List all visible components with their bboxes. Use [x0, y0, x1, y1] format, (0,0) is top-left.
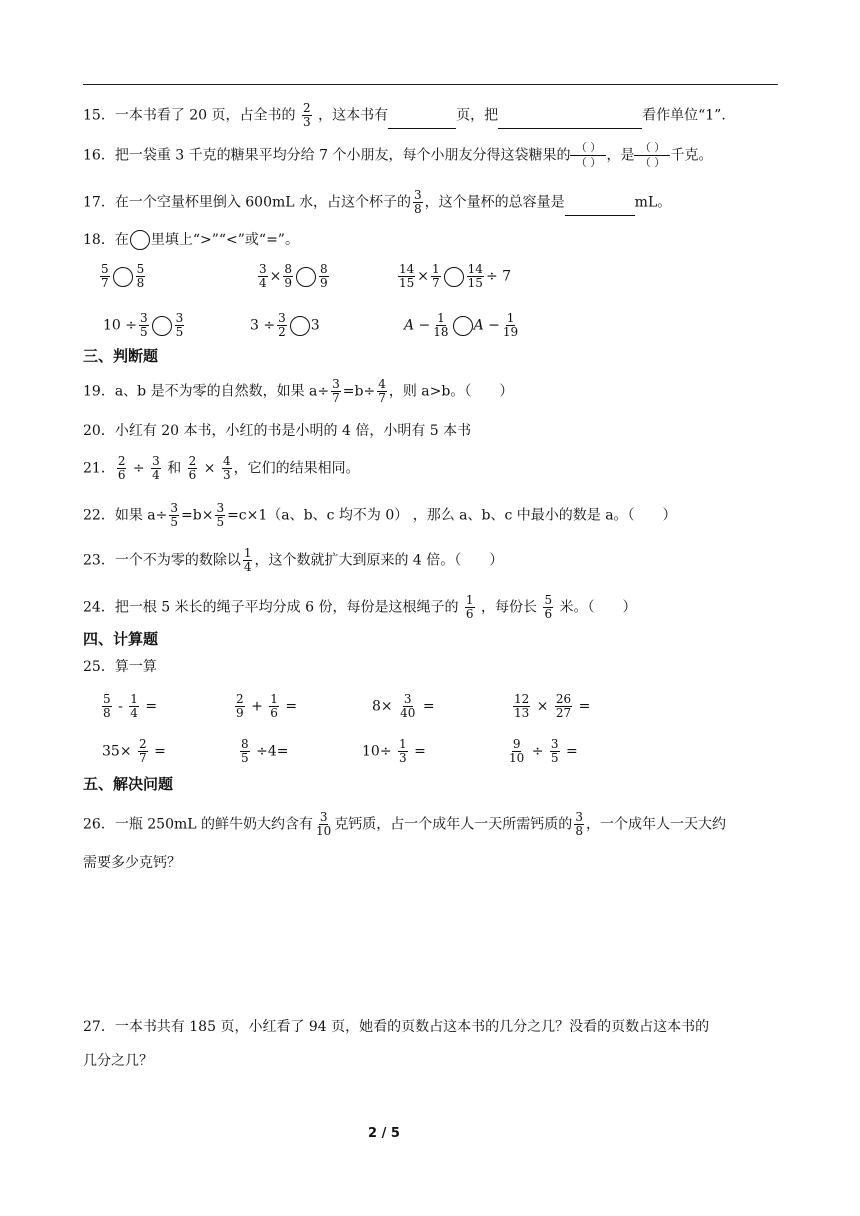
text-segment: ，则 a>b。（ ）: [388, 383, 514, 400]
text-segment: ×: [417, 268, 430, 285]
fraction: [169, 502, 179, 529]
text-segment: 1: [243, 546, 252, 560]
comparison-circle-icon[interactable]: [113, 267, 133, 287]
text-segment: 1: [437, 311, 445, 325]
fraction: [102, 693, 112, 720]
text-segment: 8: [241, 737, 249, 751]
fraction: [399, 693, 416, 720]
text-segment: 7: [432, 276, 440, 291]
text-segment: =: [422, 698, 435, 715]
question-24: [83, 594, 637, 621]
question-25: [83, 660, 157, 674]
text-segment: 1: [270, 692, 278, 706]
text-segment: ÷4=: [256, 743, 289, 760]
text-segment: 19: [502, 325, 519, 340]
question-22: [83, 502, 677, 529]
text-segment: 15: [467, 276, 483, 291]
compare-item-3: [396, 263, 511, 290]
text-segment: 3: [259, 262, 267, 276]
text-segment: 3: [152, 454, 160, 468]
text-segment: 10 ÷: [103, 317, 137, 334]
text-segment: 3: [575, 810, 583, 824]
text-segment: 7: [378, 391, 386, 406]
text-segment: 5: [216, 515, 225, 530]
text-segment: 8: [320, 262, 328, 276]
text-segment: =b÷: [342, 383, 376, 400]
text-segment: =b×: [181, 507, 214, 524]
fraction: [377, 378, 387, 405]
text-segment: 在: [114, 232, 129, 248]
text-segment: 1: [506, 311, 515, 325]
fraction: [277, 312, 287, 339]
fraction: [508, 738, 525, 765]
fraction: [550, 738, 560, 765]
fraction: [431, 263, 441, 290]
text-segment: 2: [117, 454, 126, 468]
text-segment: 25．: [83, 659, 115, 675]
calc-item: [362, 738, 426, 765]
fraction: [465, 594, 475, 621]
text-segment: 26．: [83, 816, 115, 833]
text-segment: 和: [167, 460, 182, 477]
fraction: [283, 263, 293, 290]
text-segment: 2: [188, 454, 197, 468]
text-segment: =: [414, 743, 426, 760]
fraction: [513, 693, 530, 720]
question-19: [83, 378, 513, 405]
section-heading: 四、计算题: [83, 630, 159, 648]
text-segment: 6: [270, 706, 278, 721]
text-segment: ，它们的结果相同。: [233, 460, 360, 477]
text-segment: 3: [550, 737, 559, 751]
text-segment: 看作单位“1”.: [642, 107, 726, 124]
text-segment: =: [285, 698, 298, 715]
question-27-cont: 几分之几？: [83, 1053, 153, 1069]
text-segment: 6: [117, 468, 126, 483]
question-16: [83, 141, 712, 170]
text-segment: 16．: [83, 147, 115, 164]
text-segment: 9: [320, 276, 328, 291]
text-segment: ÷: [531, 743, 544, 760]
text-segment: 6: [188, 468, 197, 483]
fraction: [413, 189, 423, 216]
text-segment: 3: [216, 501, 225, 515]
text-segment: 3: [278, 311, 286, 325]
fraction: [215, 502, 225, 529]
comparison-circle-icon[interactable]: [444, 267, 464, 287]
text-segment: 5: [170, 515, 178, 530]
comparison-circle-icon[interactable]: [296, 267, 316, 287]
text-segment: 23．: [83, 552, 115, 569]
text-segment: 6: [465, 607, 474, 622]
fraction: [175, 312, 185, 339]
text-segment: ，这个量杯的总容量是: [424, 194, 565, 211]
comparison-circle-icon[interactable]: [152, 316, 172, 336]
fraction: [138, 738, 148, 765]
text-segment: 一本书共有 185 页，小红看了 94 页，她看的页数占这本书的几分之几？没看的页数占这本书的: [114, 1019, 710, 1035]
text-segment: 在一个空量杯里倒入 600mL 水，占这个杯子的: [114, 194, 412, 211]
text-segment: 3: [303, 115, 311, 130]
text-segment: 5: [241, 751, 249, 766]
text-segment: 6: [544, 607, 553, 622]
text-segment: 8: [136, 276, 145, 291]
text-segment: 4: [243, 560, 252, 575]
text-segment: 8: [284, 262, 293, 276]
text-segment: 9: [512, 737, 521, 751]
answer-blank[interactable]: [565, 203, 635, 216]
text-segment: 3: [310, 317, 320, 334]
text-segment: 千克。: [670, 147, 713, 164]
calc-item: [511, 693, 590, 720]
text-segment: 13: [514, 706, 530, 721]
question-23: [83, 547, 503, 574]
page-number: 2 / 5: [368, 1126, 400, 1141]
text-segment: 26: [555, 692, 572, 706]
text-segment: 3: [403, 692, 412, 706]
fraction: [574, 811, 584, 838]
text-segment: 1: [399, 737, 407, 751]
text-segment: 一瓶 250mL 的鲜牛奶大约含有: [114, 816, 314, 833]
text-segment: （ ）: [639, 155, 666, 169]
text-segment: 21．: [83, 460, 115, 477]
text-segment: 8: [103, 706, 111, 721]
text-segment: 5: [544, 593, 553, 607]
fraction: [139, 312, 149, 339]
text-segment: 一本书看了 20 页，占全书的: [114, 107, 296, 124]
fraction: [269, 693, 279, 720]
fraction: [235, 693, 245, 720]
text-segment: 27．: [83, 1019, 115, 1035]
text-segment: -: [118, 698, 123, 715]
text-segment: 5: [550, 751, 559, 766]
fraction: [151, 455, 161, 482]
compare-item-4: [103, 312, 186, 339]
text-segment: 8: [414, 202, 422, 217]
text-segment: （ ）: [570, 141, 606, 156]
text-segment: 3: [170, 501, 178, 515]
fraction: [243, 547, 253, 574]
calc-item: [233, 693, 297, 720]
text-segment: 1: [130, 692, 138, 706]
text-segment: 12: [514, 692, 530, 706]
text-segment: 10: [509, 751, 525, 766]
fraction: [222, 455, 232, 482]
text-segment: 3: [332, 377, 340, 391]
text-segment: 9: [236, 706, 244, 721]
compare-item-1: [98, 263, 147, 290]
comparison-circle-icon[interactable]: [290, 316, 310, 336]
text-segment: 5: [136, 262, 145, 276]
fraction: [315, 811, 332, 838]
text-segment: 35×: [102, 743, 132, 760]
fraction: [100, 263, 110, 290]
calc-item: [506, 738, 578, 765]
question-18: [83, 230, 299, 250]
section-heading: 三、判断题: [83, 347, 159, 365]
text-segment: 3 ÷: [250, 317, 276, 334]
text-segment: 5: [175, 325, 184, 340]
text-segment: 5: [103, 692, 111, 706]
text-segment: 1: [465, 593, 474, 607]
text-segment: 把一袋重 3 千克的糖果平均分给 7 个小朋友，每个小朋友分得这袋糖果的: [114, 147, 571, 164]
text-segment: 4: [378, 377, 386, 391]
text-segment: 7: [139, 751, 147, 766]
text-segment: 19．: [83, 383, 115, 400]
calc-item: [238, 738, 288, 765]
text-segment: 4: [130, 706, 138, 721]
text-segment: 4: [152, 468, 160, 483]
fraction: [319, 263, 329, 290]
answer-blank[interactable]: [388, 116, 456, 129]
text-segment: 18: [433, 325, 449, 340]
text-segment: =c×1（a、b、c 均不为 0） ，那么 a、b、c 中最小的数是 a。（ ）: [227, 507, 677, 524]
text-segment: 克钙质，占一个成年人一天所需钙质的: [334, 816, 573, 833]
text-segment: ，这个数就扩大到原来的 4 倍。（ ）: [254, 552, 504, 569]
fraction: [555, 693, 572, 720]
question-15: [83, 102, 726, 129]
text-segment: 22．: [83, 507, 115, 524]
text-segment: 2: [303, 101, 311, 115]
text-segment: 18．: [83, 232, 115, 248]
text-segment: 3: [175, 311, 184, 325]
text-segment: ，这本书有: [318, 107, 389, 124]
text-segment: 2: [236, 692, 244, 706]
text-segment: ÷: [132, 460, 145, 477]
question-26-cont: 需要多少克钙？: [83, 855, 181, 871]
text-segment: 如果 a÷: [114, 507, 168, 524]
fraction: [302, 102, 312, 129]
paren-fraction-blank[interactable]: [634, 141, 670, 170]
text-segment: ÷ 7: [485, 268, 512, 285]
text-segment: 3: [319, 810, 328, 824]
text-segment: 页，把: [456, 107, 499, 124]
fraction: [136, 263, 146, 290]
compare-item-6: [404, 312, 521, 339]
text-segment: 把一根 5 米长的绳子平均分成 6 份，每份是这根绳子的: [114, 599, 459, 616]
fraction: [398, 263, 415, 290]
fraction: [502, 312, 519, 339]
text-segment: 小红有 20 本书，小红的书是小明的 4 倍，小明有 5 本书: [114, 423, 472, 439]
answer-blank[interactable]: [498, 116, 642, 129]
text-segment: 10÷: [362, 743, 392, 760]
calc-item: [100, 693, 157, 720]
text-segment: a、b 是不为零的自然数，如果 a÷: [114, 383, 330, 400]
text-segment: =: [578, 698, 591, 715]
fraction: [398, 738, 408, 765]
text-segment: =: [154, 743, 166, 760]
text-segment: 20．: [83, 423, 115, 439]
text-segment: 14: [399, 262, 415, 276]
text-segment: （ ）: [634, 141, 670, 156]
fraction: [331, 378, 341, 405]
section-heading: 五、解决问题: [83, 775, 174, 793]
text-segment: 24．: [83, 599, 115, 616]
text-segment: 3: [414, 188, 422, 202]
question-17: [83, 189, 671, 216]
compare-item-5: [250, 312, 320, 339]
text-segment: A −: [404, 317, 431, 334]
paren-fraction-blank[interactable]: [570, 141, 606, 170]
text-segment: 8: [575, 824, 583, 839]
text-segment: ×: [269, 268, 282, 285]
calc-item: [102, 738, 166, 765]
question-20: [83, 424, 471, 438]
fraction: [432, 312, 449, 339]
text-segment: 17．: [83, 194, 115, 211]
text-segment: ×: [203, 460, 216, 477]
compare-item-2: [256, 263, 331, 290]
text-segment: 40: [400, 706, 416, 721]
text-segment: 5: [101, 262, 109, 276]
text-segment: 4: [259, 276, 267, 291]
fraction: [258, 263, 268, 290]
text-segment: 一个不为零的数除以: [114, 552, 241, 569]
fraction: [240, 738, 250, 765]
comparison-circle-icon: [130, 230, 150, 250]
text-segment: 15．: [83, 107, 115, 124]
fraction: [467, 263, 484, 290]
text-segment: 2: [139, 737, 147, 751]
text-segment: 米。（ ）: [559, 599, 637, 616]
text-segment: 3: [140, 311, 148, 325]
text-segment: 2: [278, 325, 286, 340]
text-segment: 14: [467, 262, 483, 276]
calc-item: [372, 693, 435, 720]
text-segment: =: [566, 743, 578, 760]
fraction: [129, 693, 139, 720]
text-segment: 7: [332, 391, 340, 406]
text-segment: 3: [399, 751, 407, 766]
fraction: [188, 455, 198, 482]
question-27: [83, 1020, 709, 1034]
text-segment: +: [251, 698, 263, 715]
text-segment: ，是: [606, 147, 635, 164]
text-segment: 9: [284, 276, 293, 291]
text-segment: 7: [101, 276, 109, 291]
text-segment: 10: [316, 824, 332, 839]
text-segment: ，一个成年人一天大约: [585, 816, 726, 833]
text-segment: =: [145, 698, 158, 715]
text-segment: ，每份长: [481, 599, 537, 616]
text-segment: 1: [432, 262, 440, 276]
text-segment: 15: [399, 276, 415, 291]
comparison-circle-icon[interactable]: [453, 316, 473, 336]
text-segment: ×: [536, 698, 549, 715]
text-segment: A −: [473, 317, 500, 334]
text-segment: 3: [222, 468, 231, 483]
text-segment: 5: [140, 325, 148, 340]
text-segment: 算一算: [114, 659, 157, 675]
text-segment: （ ）: [575, 155, 602, 169]
question-21: [83, 455, 360, 482]
text-segment: 里填上“>”“<”或“=”。: [150, 232, 299, 248]
text-segment: 4: [222, 454, 231, 468]
text-segment: 27: [555, 706, 572, 721]
header-rule: [83, 84, 778, 85]
fraction: [543, 594, 553, 621]
text-segment: 8×: [372, 698, 393, 715]
question-26: [83, 811, 726, 838]
fraction: [117, 455, 127, 482]
text-segment: mL。: [634, 194, 672, 211]
